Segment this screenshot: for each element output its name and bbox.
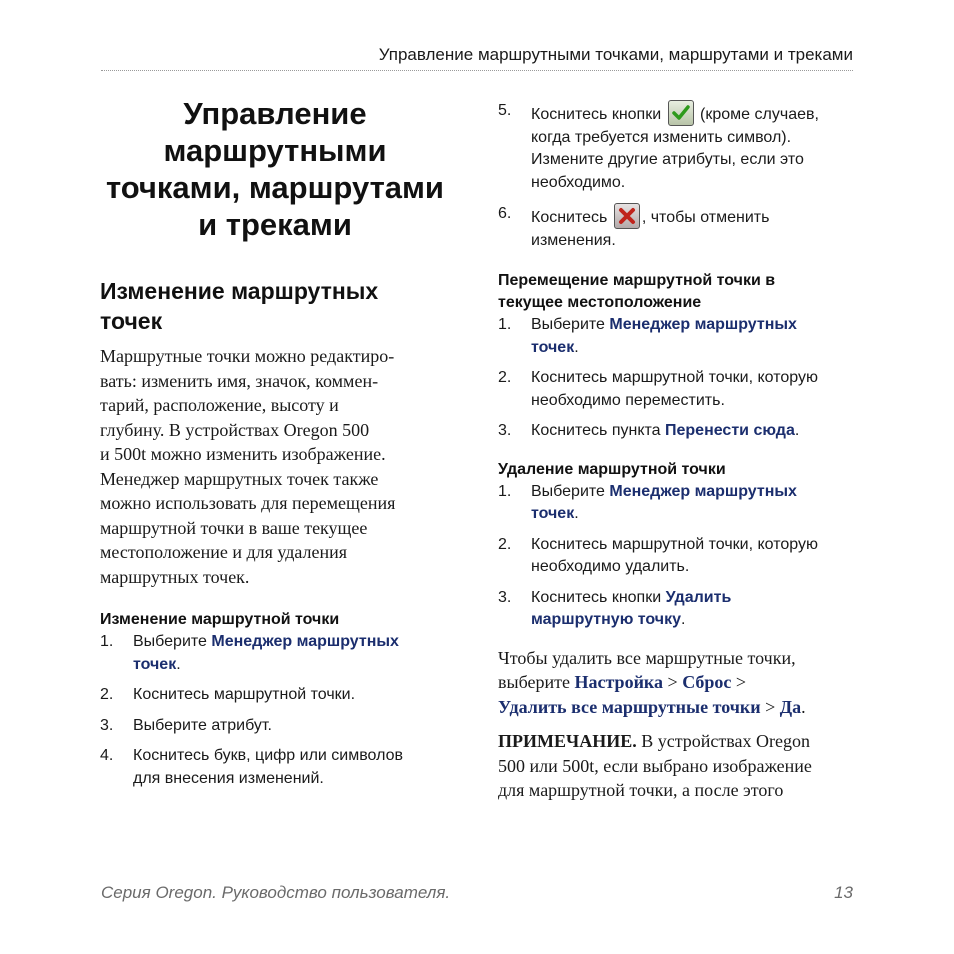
cross-icon[interactable]: [614, 203, 640, 229]
link-move-here[interactable]: Перенести сюда: [665, 422, 795, 439]
delete-steps: [498, 481, 858, 632]
title-line: и треками: [198, 207, 352, 242]
link-waypoint-manager[interactable]: Менеджер маршрутных: [609, 316, 797, 333]
list-item: 2. Коснитесь маршрутной точки.: [100, 686, 356, 703]
link-waypoint-manager[interactable]: Менеджер маршрутных: [211, 633, 399, 650]
link-reset[interactable]: Сброс: [682, 672, 732, 692]
edit-steps: [100, 631, 450, 790]
list-item: 1. Выберите Менеджер маршрутных точек.: [498, 316, 797, 356]
move-steps: [498, 314, 858, 443]
footer-title: Серия Oregon. Руководство пользователя.: [101, 883, 451, 902]
right-column: [498, 100, 858, 803]
edit-steps-continued: [498, 100, 858, 252]
note-label: ПРИМЕЧАНИЕ.: [498, 731, 637, 751]
list-item: 1. Выберите Менеджер маршрутных точек.: [498, 482, 797, 522]
list-item: 5. Коснитесь кнопки (кроме случаев, когда требуется изменить символ). Измените другие атрибуты, если это необходимо.: [498, 102, 819, 191]
delete-all-paragraph: Чтобы удалить все маршрутные точки, выберите Настройка > Сброс > Удалить все маршрутные точки > Да.: [498, 647, 806, 717]
page-number: 13: [834, 883, 853, 902]
list-item: 6. Коснитесь , чтобы отменить изменения.: [498, 205, 770, 249]
list-item: 3. Коснитесь кнопки Удалить маршрутную точку.: [498, 588, 732, 628]
list-item: 2. Коснитесь маршрутной точки, которую необходимо переместить.: [498, 369, 818, 409]
section-title: Изменение маршрутных точек: [100, 278, 379, 334]
link-setup[interactable]: Настройка: [574, 672, 664, 692]
title-line: маршрутными: [163, 133, 387, 168]
list-item: 2. Коснитесь маршрутной точки, которую необходимо удалить.: [498, 535, 818, 575]
title-line: Управление: [183, 96, 367, 131]
list-item: 3. Выберите атрибут.: [100, 716, 272, 734]
link-waypoint-manager[interactable]: Менеджер маршрутных: [609, 482, 797, 500]
delete-heading: Удаление маршрутной точки: [498, 460, 726, 478]
link-delete-waypoint[interactable]: Удалить: [665, 588, 732, 606]
intro-paragraph: Маршрутные точки можно редактиро- вать: изменить имя, значок, коммен- тарий, расположение, высоту и глубину. В устройствах Oregon 500 и 500t можно изменить изображение. Менеджер маршрутных точек также можно использовать для перемещения маршрутной точки в ваше текущее местоположение и для удаления маршрутных точек.: [100, 346, 396, 587]
list-item: 1. Выберите Менеджер маршрутных точек.: [100, 633, 399, 673]
edit-heading: Изменение маршрутной точки: [100, 611, 340, 628]
header-divider: [101, 70, 853, 71]
page-footer: [101, 883, 853, 903]
left-column: [100, 95, 450, 798]
link-yes[interactable]: Да: [779, 696, 802, 717]
page-title: [100, 95, 450, 243]
move-heading: Перемещение маршрутной точки в текущее местоположение: [498, 272, 776, 311]
title-line: точками, маршрутами: [105, 170, 444, 205]
list-item: 3. Коснитесь пункта Перенести сюда.: [498, 422, 800, 439]
note-paragraph: ПРИМЕЧАНИЕ. В устройствах Oregon 500 или 500t, если выбрано изображение для маршрутной точки, а после этого: [498, 731, 812, 800]
check-icon[interactable]: [668, 100, 694, 126]
link-delete-all-waypoints[interactable]: Удалить все маршрутные точки: [498, 696, 761, 717]
list-item: 4. Коснитесь букв, цифр или символов для внесения изменений.: [100, 747, 404, 787]
running-header: Управление маршрутными точками, маршрутами и треками: [378, 45, 853, 64]
